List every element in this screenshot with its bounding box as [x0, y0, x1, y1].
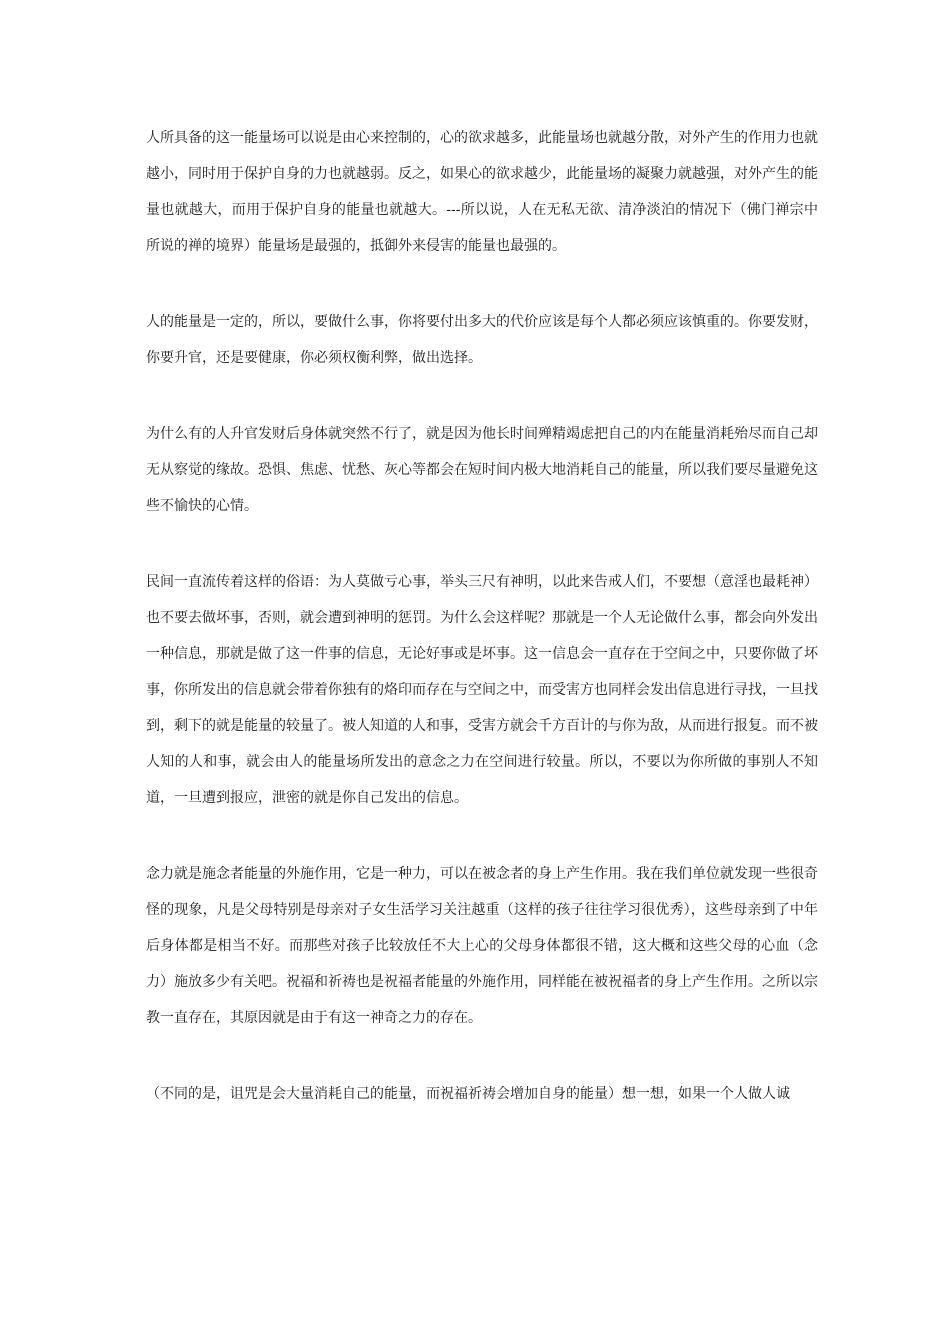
- paragraph-mind-power: 念力就是施念者能量的外施作用，它是一种力，可以在被念者的身上产生作用。我在我们单位就发现一些很奇怪的现象，凡是父母特别是母亲对子女生活学习关注越重（这样的孩子往往学习很优秀），这些母亲到了中年后身体都是相当不好。而那些对孩子比较放任不大上心的父母身体都很不错，这大概和这些父母的心血（念力）施放多少有关吧。祝福和祈祷也是祝福者能量的外施作用，同样能在被祝福者的身上产生作用。之所以宗教一直存在，其原因就是由于有这一神奇之力的存在。: [146, 866, 818, 1026]
- paragraph-energy-field: 人所具备的这一能量场可以说是由心来控制的，心的欲求越多，此能量场也就越分散，对外产生的作用力也就越小，同时用于保护自身的力也就越弱。反之，如果心的欲求越少，此能量场的凝聚力就越强，对外产生的能量也就越大，而用于保护自身的能量也就越大。---所以说，人在无私无欲、清净淡泊的情况下（佛门禅宗中所说的禅的境界）能量场是最强的，抵御外来侵害的能量也最强的。: [146, 130, 818, 254]
- paragraph-energy-limited: 人的能量是一定的，所以，要做什么事，你将要付出多大的代价应该是每个人都必须应该慎重的。你要发财，你要升官，还是要健康，你必须权衡利弊，做出选择。: [146, 314, 818, 366]
- paragraph-folk-saying: 民间一直流传着这样的俗语：为人莫做亏心事，举头三尺有神明，以此来告戒人们，不要想（意淫也最耗神）也不要去做坏事，否则，就会遭到神明的惩罚。为什么会这样呢？那就是一个人无论做什么事，都会向外发出一种信息，那就是做了这一件事的信息，无论好事或是坏事。这一信息会一直存在于空间之中，只要你做了坏事，你所发出的信息就会带着你独有的烙印而存在与空间之中，而受害方也同样会发出信息进行寻找，一旦找到，剩下的就是能量的较量了。被人知道的人和事，受害方就会千方百计的与你为敌，从而进行报复。而不被人知的人和事，就会由人的能量场所发出的意念之力在空间进行较量。所以，不要以为你所做的事别人不知道，一旦遭到报应，泄密的就是你自己发出的信息。: [146, 574, 818, 806]
- paragraph-health-decline: 为什么有的人升官发财后身体就突然不行了，就是因为他长时间殚精竭虑把自己的内在能量消耗殆尽而自己却无从察觉的缘故。恐惧、焦虑、忧愁、灰心等都会在短时间内极大地消耗自己的能量，所以我们要尽量避免这些不愉快的心情。: [146, 426, 818, 514]
- paragraph-curse-blessing: （不同的是，诅咒是会大量消耗自己的能量，而祝福祈祷会增加自身的能量）想一想，如果一个人做人诚: [146, 1086, 790, 1102]
- document-body: [146, 120, 818, 1152]
